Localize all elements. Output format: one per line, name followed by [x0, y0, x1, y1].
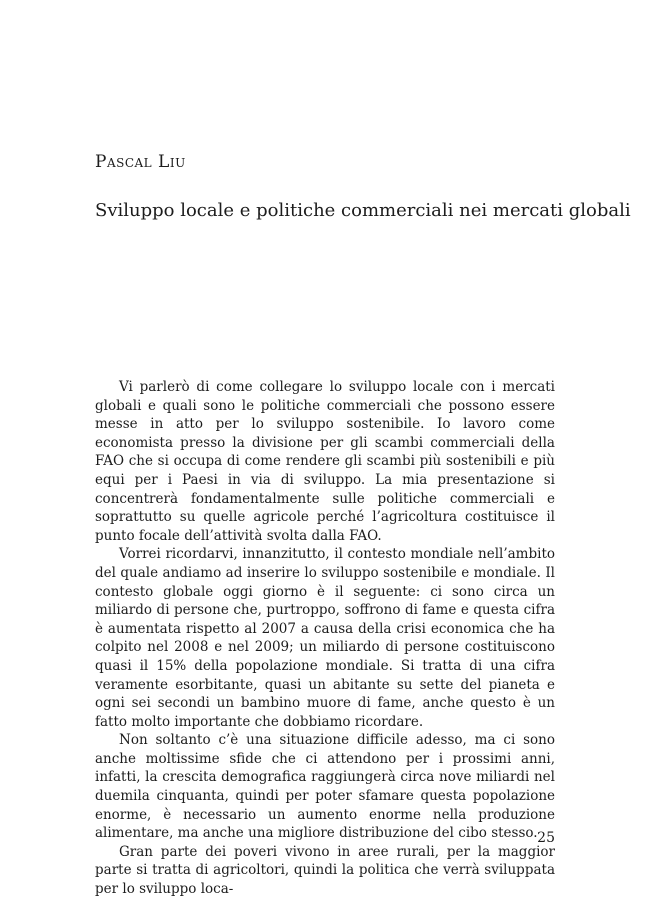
paragraph: Vorrei ricordarvi, innanzitutto, il contesto mondiale nell’ambito del quale andiamo ad inserire lo sviluppo sostenibile e mondiale. Il contesto globale oggi giorno è il seguente: ci sono circa un miliardo di persone che, purtroppo, soffrono di fame e questa cifra è aumentata rispetto al 2007 a causa della crisi economica che ha colpito nel 2008 e nel 2009; un miliardo di persone costituiscono quasi il 15% della popolazione mondiale. Si tratta di una cifra veramente esorbitante, quasi un abitante su sette del pianeta e ogni sei secondi un bambino muore di fame, anche questo è un fatto molto importante che dobbiamo ricordare. [95, 546, 555, 730]
paragraph: Gran parte dei poveri vivono in aree rurali, per la maggior parte si tratta di agricoltori, quindi la politica che verrà sviluppata per lo sviluppo loca- [95, 843, 555, 898]
page-number: 25 [537, 830, 555, 846]
chapter-title: Sviluppo locale e politiche commerciali nei mercati globali [95, 200, 631, 221]
paragraph: Non soltanto c’è una situazione difficile adesso, ma ci sono anche moltissime sfide che ci attendono per i prossimi anni, infatti, la crescita demografica raggiungerà circa nove miliardi nel duemila cinquanta, quindi per poter sfamare questa popolazione enorme, è necessario un aumento enorme nella produzione alimentare, ma anche una migliore distribuzione del cibo stesso. [95, 732, 555, 842]
body-text [95, 378, 555, 899]
paragraph: Vi parlerò di come collegare lo sviluppo locale con i mercati globali e quali sono le politiche commerciali che possono essere messe in atto per lo sviluppo sostenibile. Io lavoro come economista presso la divisione per gli scambi commerciali della FAO che si occupa di come rendere gli scambi più sostenibili e più equi per i Paesi in via di sviluppo. La mia presentazione si concentrerà fondamentalmente sulle politiche commerciali e soprattutto su quelle agricole perché l’agricoltura costituisce il punto focale dell’attività svolta dalla FAO. [95, 379, 555, 544]
author-name: Pascal Liu [95, 152, 186, 172]
